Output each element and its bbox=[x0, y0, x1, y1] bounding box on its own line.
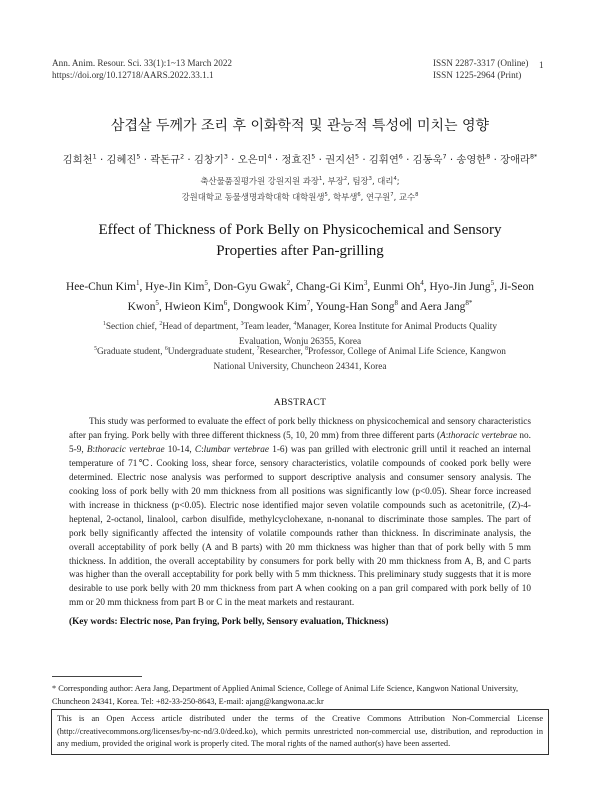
italic-text: thoracic vertebrae bbox=[95, 444, 165, 455]
superscript-marker: 7 bbox=[390, 192, 394, 199]
affiliation-2-line-1: $^5$Graduate student, $^6$Undergraduate student, $^7$Researcher, $^8$Professor, College of Animal Life Science, Kangwon bbox=[94, 345, 506, 357]
page-number: 1 bbox=[539, 60, 544, 70]
doi-link[interactable]: https://doi.org/10.12718/AARS.2022.33.1.1 bbox=[52, 70, 214, 80]
superscript-marker: 3 bbox=[368, 176, 372, 183]
superscript-marker: 2 bbox=[343, 176, 348, 183]
abstract-paragraph: This study was performed to evaluate the effect of pork belly thickness on physicochemical and sensory characteristics after pan frying. Pork belly with three different thickness (5, 10, 20 mm) from three different parts (A:thoracic vertebrae no. 5-9, B:thoracic vertebrae 10-14, C:lumbar vertebrae 1-6) was pan grilled with electronic grill until it reached an internal temperature of 71℃. Cooking loss, shear force, sensory characteristics, volatile compounds of cooked pork belly were determined. Electric nose analysis was performed to support descriptive analysis and consumer sensory analysis. The cooking loss of pork belly with 20 mm thickness from all positions was significantly low (p<0.05). Shear force increased with increase in thickness (p<0.05). Electric nose identified major seven volatile compounds such as acetonitrile, (Z)-4-heptenal, 2-octanol, linalool, carbon disulfide, methylcyclohexane, n-nonanal to discriminate those samples. The part of pork belly significantly affected the intensity of volatile compounds rather than thickness. In discriminate analysis, the overall acceptability of pork belly (A and B parts) with 20 mm thickness was higher than that of pork belly with 5 mm thickness. In addition, the overall acceptability by consumers for pork belly with 20 mm thickness from A, B, and C parts was higher than the overall acceptability for pork belly with 5 mm thickness. This preliminary study suggests that it is more desirable to use pork belly with 20 mm thickness from part A when cooking on a pan gril compared with pork belly of 10 mm or 20 mm thickness from part B or C in the meat markets and restaurant. bbox=[69, 417, 531, 609]
italic-text: A bbox=[440, 430, 446, 441]
superscript-marker: 5 bbox=[490, 279, 495, 288]
english-authors bbox=[0, 277, 600, 317]
korean-author: 권지선$^5$ bbox=[325, 152, 360, 166]
superscript-marker: 7 bbox=[442, 152, 447, 161]
korean-author: 김동욱$^7$ bbox=[412, 152, 447, 166]
english-affiliation-2 bbox=[0, 345, 600, 375]
superscript-marker: 8* bbox=[529, 152, 538, 161]
issn-block bbox=[433, 57, 528, 81]
keywords: (Key words: Electric nose, Pan frying, Pork belly, Sensory evaluation, Thickness) bbox=[69, 617, 389, 627]
superscript-marker: 8 bbox=[305, 345, 308, 352]
korean-author: 김혜진$^5$ bbox=[106, 152, 141, 166]
english-title-line-1: Effect of Thickness of Pork Belly on Physicochemical and Sensory bbox=[98, 222, 502, 238]
superscript-marker: 6 bbox=[357, 192, 361, 199]
superscript-marker: 2 bbox=[286, 279, 291, 288]
korean-authors: 김희천$^1$ · 김혜진$^5$ · 곽돈규$^2$ · 김창기$^3$ · 오은미$^4$ · 정효진$^5$ · 권지선$^5$ · 김휘연$^6$ · 김동욱$^7$ · 송영한$^8$ · 장애라$^{8*}$ bbox=[62, 152, 538, 166]
english-authors-line-1: Hee-Chun Kim$^1$, Hye-Jin Kim$^5$, Don-Gyu Gwak$^2$, Chang-Gi Kim$^3$, Eunmi Oh$^4$, Hyo-Jin Jung$^5$, Ji-Seon bbox=[66, 279, 534, 293]
superscript-marker: 3 bbox=[223, 152, 228, 161]
english-title bbox=[0, 220, 600, 262]
superscript-marker: 6 bbox=[398, 152, 403, 161]
superscript-marker: 7 bbox=[306, 299, 311, 308]
superscript-marker: 8 bbox=[415, 192, 419, 199]
affiliation-1-line-2: Evaluation, Wonju 26355, Korea bbox=[238, 337, 362, 347]
affiliation-1-line-1: $^1$Section chief, $^2$Head of department, $^3$Team leader, $^4$Manager, Korea Institute for Animal Products Quality bbox=[102, 320, 498, 332]
english-authors-line-2: Kwon$^5$, Hwieon Kim$^6$, Dongwook Kim$^7$, Young-Han Song$^8$ and Aera Jang$^{8*}$ bbox=[127, 299, 473, 313]
superscript-marker: 1 bbox=[135, 279, 140, 288]
korean-author: 김희천$^1$ bbox=[62, 152, 97, 166]
journal-line: Ann. Anim. Resour. Sci. 33(1):1~13 March 2022 bbox=[52, 58, 233, 68]
superscript-marker: 3 bbox=[363, 279, 368, 288]
superscript-marker: 5 bbox=[324, 192, 328, 199]
korean-author: 곽돈규$^2$ bbox=[150, 152, 185, 166]
italic-text: lumbar vertebrae bbox=[203, 444, 270, 455]
superscript-marker: 3 bbox=[240, 320, 244, 327]
abstract-body bbox=[69, 416, 531, 611]
italic-text: C bbox=[194, 444, 202, 455]
superscript-marker: 1 bbox=[102, 320, 106, 327]
abstract-heading: ABSTRACT bbox=[273, 397, 327, 408]
korean-author: 김휘연$^6$ bbox=[368, 152, 403, 166]
superscript-marker: 2 bbox=[180, 152, 185, 161]
italic-text: thoracic vertebrae bbox=[448, 430, 517, 441]
superscript-marker: 5 bbox=[136, 152, 141, 161]
english-title-line-2: Properties after Pan-grilling bbox=[216, 243, 384, 259]
superscript-marker: 1 bbox=[318, 176, 323, 183]
affiliation-2-line-2: National University, Chuncheon 24341, Korea bbox=[213, 362, 387, 372]
superscript-marker: 4 bbox=[267, 152, 272, 161]
superscript-marker: 5 bbox=[94, 345, 97, 352]
superscript-marker: 4 bbox=[293, 320, 297, 327]
superscript-marker: 8 bbox=[394, 299, 398, 308]
superscript-marker: 4 bbox=[393, 176, 397, 183]
superscript-marker: 6 bbox=[164, 345, 168, 352]
korean-title: 삼겹살 두께가 조리 후 이화학적 및 관능적 특성에 미치는 영향 bbox=[110, 118, 490, 134]
superscript-marker: 6 bbox=[223, 299, 228, 308]
superscript-marker: 4 bbox=[420, 279, 424, 288]
superscript-marker: 8 bbox=[486, 152, 491, 161]
korean-author: 장애라$^{8*}$ bbox=[500, 152, 538, 166]
superscript-marker: 8* bbox=[465, 299, 473, 308]
korean-affiliation-2: 강원대학교 동물생명과학대학 대학원생$^5$, 학부생$^6$, 연구원$^7$, 교수$^8$ bbox=[181, 192, 419, 202]
superscript-marker: 5 bbox=[155, 299, 159, 308]
korean-author: 김창기$^3$ bbox=[193, 152, 228, 166]
korean-author: 오은미$^4$ bbox=[237, 152, 272, 166]
italic-text: B bbox=[86, 444, 93, 455]
superscript-marker: 5 bbox=[355, 152, 360, 161]
superscript-marker: 5 bbox=[311, 152, 316, 161]
issn-online: ISSN 2287-3317 (Online) bbox=[433, 58, 529, 68]
issn-print: ISSN 1225-2964 (Print) bbox=[433, 70, 522, 80]
superscript-marker: 5 bbox=[204, 279, 208, 288]
superscript-marker: 1 bbox=[92, 152, 97, 161]
corresponding-author-footnote: * Corresponding author: Aera Jang, Department of Applied Animal Science, College of Animal Life Science, Kangwon National University, Chuncheon 24341, Korea. Tel: +82-33-250-8643, E-mail: ajang@kangwona.ac.kr bbox=[52, 684, 519, 706]
korean-author: 정효진$^5$ bbox=[281, 152, 316, 166]
superscript-marker: 2 bbox=[159, 320, 163, 327]
korean-author: 송영한$^8$ bbox=[456, 152, 491, 166]
footnote-rule bbox=[52, 676, 142, 677]
license-box: This is an Open Access article distributed under the terms of the Creative Commons Attribution Non-Commercial License (http://creativecommons.org/licenses/by-nc-nd/3.0/deed.ko), which permits unrestricted non-commercial use, distribution, and reproduction in any medium, provided the original work is properly cited. The moral rights of the named author(s) have been asserted. bbox=[51, 709, 549, 755]
korean-affiliation-1: 축산물품질평가원 강원지원 과장$^1$, 부장$^2$, 팀장$^3$, 대리$^4$; bbox=[200, 176, 400, 186]
journal-citation bbox=[52, 57, 232, 81]
superscript-marker: 7 bbox=[256, 345, 260, 352]
